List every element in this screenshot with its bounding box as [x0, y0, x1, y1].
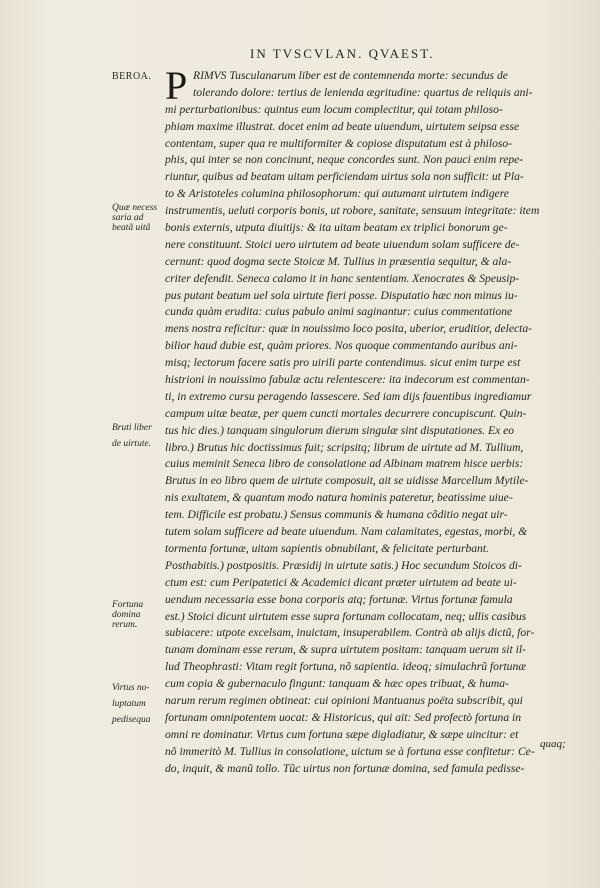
margin-note-line: Fortuna [112, 600, 144, 610]
margin-note-quae-necessaria [112, 203, 168, 233]
text-line: riuntur, quibus ad beatam uitam perficiendam uirtus sola non sufficit: ut Pla- [165, 170, 524, 184]
text-line: lud Theophrasti: Vitam regit fortuna, nõ sapientia. ideoq; simulachrũ fortunæ [165, 660, 527, 674]
text-line: bilior haud dubie est, quàm priores. Nos quoque commentando auribus ani- [165, 339, 518, 353]
running-head: IN TVSCVLAN. QVAEST. [250, 46, 435, 61]
text-line: tem. Difficile est probatu.) Sensus communis & humana cõditio negat uir- [165, 508, 508, 522]
text-line: narum rerum regimen obtineat: cui opinioni Mantuanus poëta subscribit, qui [165, 693, 523, 707]
margin-note-brutus-liber [112, 423, 168, 449]
text-line: RIMVS Tusculanarum liber est de contemnenda morte: secundus de [193, 69, 508, 82]
text-line: mens nostra reficitur: quæ in nouissimo loco posita, uberior, eruditior, delecta- [165, 322, 533, 336]
margin-note-line: rerum. [112, 620, 138, 630]
margin-note-line: pedisequa [112, 715, 151, 725]
text-line: cernunt: quod dogma secte Stoicæ M. Tullius in præsentia sequitur, & ala- [165, 254, 512, 268]
text-line: histrioni in nouissimo fabulæ actu relentescere: ita indecorum est commentan- [165, 373, 530, 387]
text-line: bonis externis, utputa diuitijs: & ita uitam beatam ex triplici bonorum ge- [165, 221, 508, 235]
text-line: Brutus in eo libro quem de uirtute composuit, ait se uidisse Marcellum Mytile- [165, 474, 529, 488]
text-line: misq; lectorum facere satis pro uirili parte contendimus. sicut enim turpe est [165, 356, 521, 370]
margin-note-line: Quæ necess [112, 203, 158, 213]
text-line: tolerando dolore: tertius de lenienda ægritudine: quartus de reliquis ani- [193, 85, 533, 99]
text-line: uendum necessaria esse bona corporis atq; fortunæ. Virtus fortunæ famula [165, 592, 513, 606]
margin-note-line: luptatum [112, 699, 146, 709]
text-line: tunam dominam esse rerum, & supra uirtutem positam: tanquam uerum sit il- [165, 643, 526, 657]
text-line: criter defendit. Seneca calamo it in hanc sententiam. Xenocrates & Speusip- [165, 271, 520, 285]
text-line: contentam, super qua re multiformiter & copiose disputatum est à philoso- [165, 136, 513, 150]
text-line: nis exultatem, & quantum modo natura hominis pateretur, beatissime uiue- [165, 491, 513, 505]
text-line: est.) Stoici dicunt uirtutem esse supra fortunam collocatam, neq; ullis casibus [165, 609, 527, 623]
text-line: Posthabitis.) postpositis. Præsidij in uirtute satis.) Hoc secundum Stoicos di- [165, 558, 522, 572]
text-line: cuius meminit Seneca libro de consolatione ad Albinam matrem hisce uerbis: [165, 457, 524, 471]
text-line: do, inquit, & manũ tollo. Tũc uirtus non fortunæ domina, sed famula pedisse- [165, 761, 525, 775]
text-line: tormenta fortunæ, uitam sapientis obnubilant, & felicitate perturbant. [165, 541, 489, 555]
margin-note-line: domina [112, 610, 141, 620]
main-text-block [165, 63, 570, 777]
text-line: campum uitæ beatæ, per quem cuncti mortales decurrere concupiscunt. Quin- [165, 406, 527, 420]
text-line: subiacere: utpote excelsam, inuictam, insuperabilem. Contrà ab alijs dictũ, for- [165, 626, 535, 640]
text-line: tutem solam sufficere ad beate uiuendum. Nam calamitates, egestas, morbi, & [165, 525, 528, 539]
drop-cap: P [165, 63, 188, 108]
text-line: instrumentis, ueluti corporis bonis, ut robore, sanitate, sensuum integritate: item [165, 204, 540, 218]
margin-note-line: saria ad [112, 213, 144, 223]
catchword: quaq; [540, 738, 566, 750]
text-line: ti, in extremo cursu peragendo lassescere. Sed iam dijs fauentibus ingrediamur [165, 389, 532, 403]
text-line: nõ immeritò M. Tullius in consolatione, uictum se à fortuna esse confitetur: Ce- [165, 744, 535, 758]
margin-note-line: Virtus no- [112, 683, 150, 693]
text-line: phiam maxime illustrat. docet enim ad beate uiuendum, uirtutem seipsa esse [165, 119, 520, 133]
text-line: omni re dominatur. Virtus cum fortuna sæpe digladiatur, & sæpe uincitur: et [165, 727, 519, 741]
text-line: cum copia & gubernaculo fingunt: tanquam & hæc opes tribuat, & huma- [165, 677, 509, 691]
margin-note-line: beatã uitã [112, 223, 151, 233]
text-line: fortunam omnipotentem uocat: & Historicus, qui ait: Sed profectò fortuna in [165, 710, 522, 724]
text-line: mi perturbationibus: quintus eum locum complectitur, qui totam philoso- [165, 102, 503, 116]
text-line: libro.) Brutus hic doctissimus fuit; scripsitq; librum de uirtute ad M. Tullium, [165, 440, 524, 454]
margin-note-virtus [112, 683, 168, 725]
text-lines [165, 85, 570, 778]
margin-note-fortuna-domina [112, 600, 168, 630]
text-line: nere constituunt. Stoici uero uirtutem ad beate uiuendum solam sufficere de- [165, 237, 520, 251]
text-line: phis, qui inter se non concinunt, neque concordes sunt. Non pauci enim repe- [165, 153, 524, 167]
text-line: cunda quàm erudita: cuius pabulo animi saginantur: cuius commentatione [165, 305, 513, 319]
text-line: tus hic dies.) tanquam singulorum dierum singulæ sint disputationes. Ex eo [165, 423, 515, 437]
margin-note-line: de uirtute. [112, 439, 152, 449]
text-line: ctum est: cum Peripatetici & Academici dicant præter uirtutem ad beate ui- [165, 575, 517, 589]
text-line: pus putant beatum uel sola uirtute fieri posse. Disputatio hæc non minus iu- [165, 288, 518, 302]
text-line: to & Aristoteles columina philosophorum: qui autumant uirtutem indigere [165, 187, 509, 201]
margin-note-beroa: BEROA. [112, 71, 152, 82]
margin-note-line: Bruti liber [112, 423, 152, 433]
